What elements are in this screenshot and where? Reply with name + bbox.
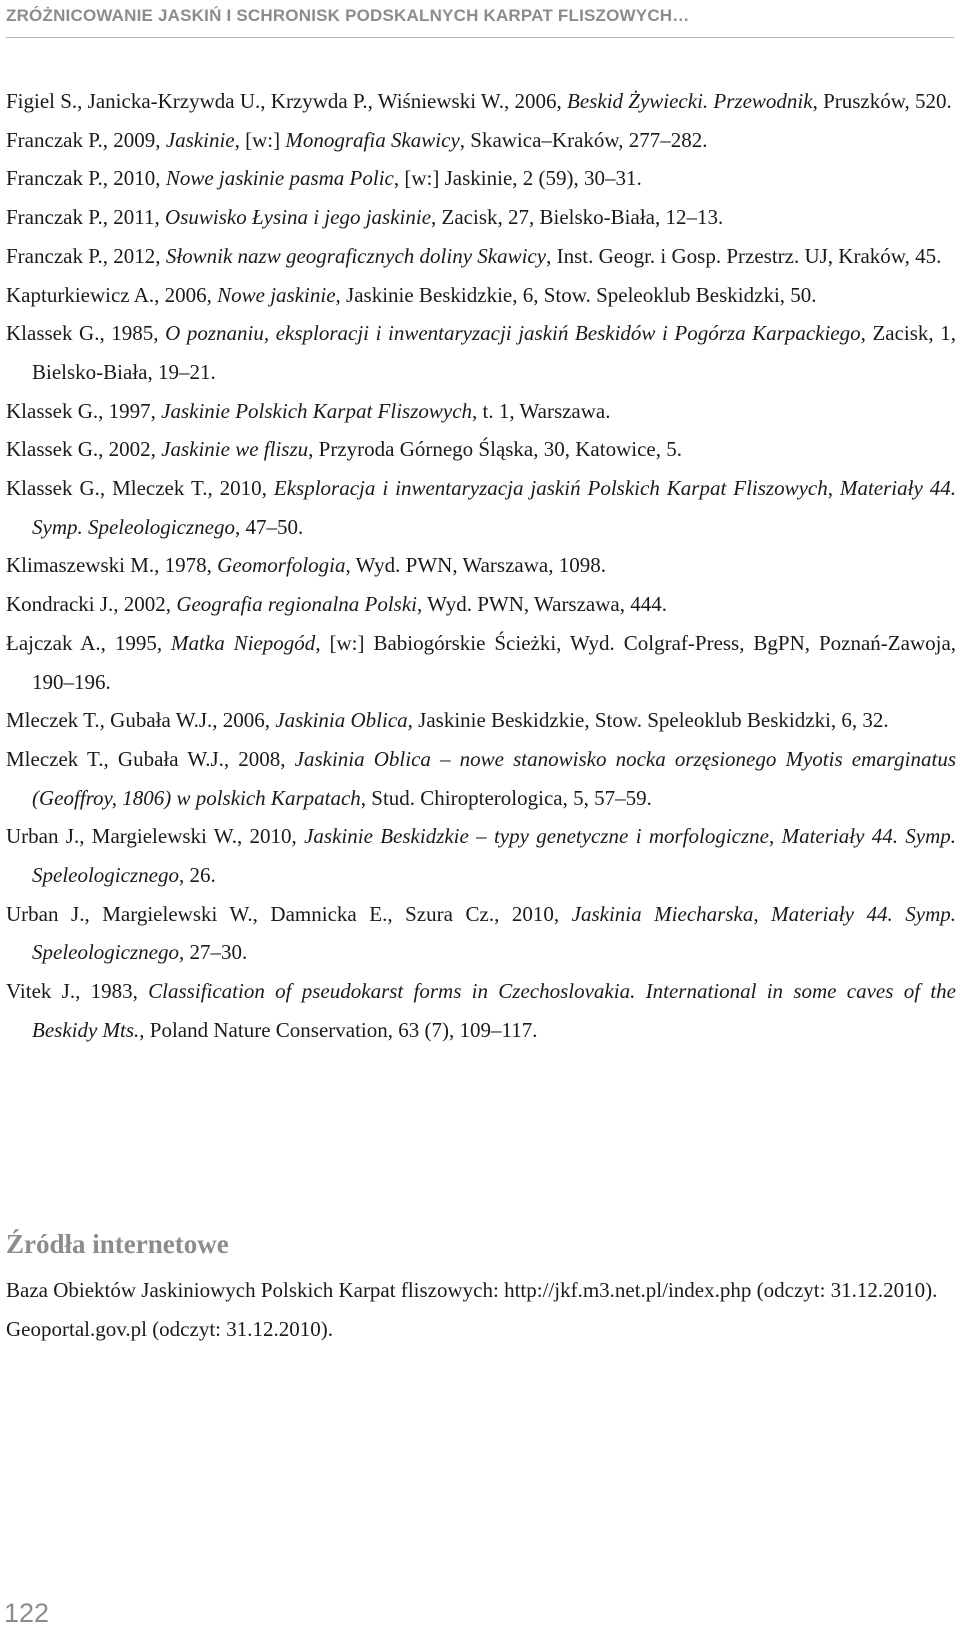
reference-text: Klassek G., Mleczek T., 2010, bbox=[6, 476, 274, 501]
bibliography-list bbox=[6, 82, 956, 1050]
reference-text: Klassek G., 1997, bbox=[6, 398, 162, 423]
reference-text: , Pruszków, 520. bbox=[812, 89, 952, 113]
reference-text: , Wyd. PWN, Warszawa, 1098. bbox=[345, 553, 606, 578]
reference-text: Klassek G., 2002, bbox=[6, 437, 162, 462]
reference-entry bbox=[6, 972, 956, 1049]
reference-text: , Stud. Chiropterologica, 5, 57–59. bbox=[360, 785, 652, 810]
reference-title: Geomorfologia bbox=[217, 553, 346, 578]
reference-title: Nowe jaskinie bbox=[217, 282, 336, 307]
reference-text: , Zacisk, 1, Bielsko-Biała, 19–21. bbox=[32, 321, 956, 384]
reference-text: Klimaszewski M., 1978, bbox=[6, 553, 218, 578]
reference-text: , Inst. Geogr. i Gosp. Przestrz. UJ, Kraków, 45. bbox=[546, 243, 942, 268]
reference-title: Jaskinie Polskich Karpat Fliszowych bbox=[161, 398, 473, 423]
reference-title: Jaskinie bbox=[165, 127, 235, 152]
reference-title: Materiały 44. Symp. Speleologicznego bbox=[32, 476, 957, 539]
reference-text: , 26. bbox=[178, 863, 216, 888]
reference-text: , Przyroda Górnego Śląska, 30, Katowice, 5. bbox=[308, 437, 682, 462]
reference-title: Jaskinia Oblica bbox=[275, 708, 408, 733]
reference-title: Jaskinia Oblica – nowe stanowisko nocka orzęsionego Myotis emarginatus (Geoffroy, 1806) w polskich Karpatach bbox=[32, 746, 956, 810]
reference-text: , [w:] bbox=[234, 127, 286, 152]
reference-entry bbox=[6, 624, 956, 701]
reference-text: Kapturkiewicz A., 2006, bbox=[6, 282, 218, 307]
reference-text: Figiel S., Janicka-Krzywda U., Krzywda P., Wiśniewski W., 2006, bbox=[6, 89, 568, 113]
reference-text: , bbox=[753, 901, 772, 926]
reference-text: , 27–30. bbox=[178, 940, 248, 965]
reference-text: , [w:] Babiogórskie Ścieżki, Wyd. Colgraf-Press, BgPN, Poznań-Zawoja, 190–196. bbox=[32, 630, 957, 694]
reference-entry bbox=[6, 585, 956, 624]
reference-title: Eksploracja i inwentaryzacja jaskiń Polskich Karpat Fliszowych bbox=[273, 476, 828, 501]
reference-text: , bbox=[769, 824, 782, 849]
reference-text: , Zacisk, 27, Bielsko-Biała, 12–13. bbox=[431, 205, 724, 230]
page-number: 122 bbox=[4, 1598, 50, 1628]
reference-title: Classification of pseudokarst forms in Czechoslovakia. International in some caves of the Beskidy Mts. bbox=[32, 979, 956, 1042]
reference-text: Urban J., Margielewski W., 2010, bbox=[6, 824, 305, 849]
reference-entry bbox=[6, 546, 956, 585]
reference-text: Klassek G., 1985, bbox=[6, 321, 166, 346]
reference-title: Materiały 44. Symp. Speleologicznego bbox=[32, 824, 957, 888]
reference-text: , Poland Nature Conservation, 63 (7), 109–117. bbox=[139, 1017, 538, 1042]
reference-text: Franczak P., 2011, bbox=[6, 205, 166, 230]
reference-title: Nowe jaskinie pasma Polic bbox=[165, 166, 394, 191]
reference-entry bbox=[6, 159, 956, 198]
reference-title: Osuwisko Łysina i jego jaskinie bbox=[165, 205, 432, 230]
web-sources-list bbox=[6, 1271, 956, 1348]
reference-entry bbox=[6, 817, 956, 894]
reference-entry bbox=[6, 392, 956, 431]
reference-title: Słownik nazw geograficznych doliny Skawicy bbox=[165, 243, 547, 268]
reference-entry bbox=[6, 314, 956, 391]
reference-title: Materiały 44. Symp. Speleologicznego bbox=[32, 901, 957, 965]
reference-entry bbox=[6, 740, 956, 817]
reference-text: Mleczek T., Gubała W.J., 2006, bbox=[6, 708, 276, 733]
reference-text: Urban J., Margielewski W., Damnicka E., Szura Cz., 2010, bbox=[6, 901, 572, 926]
reference-text: Łajczak A., 1995, bbox=[6, 630, 172, 655]
reference-text: Vitek J., 1983, bbox=[6, 979, 149, 1004]
reference-text: , Skawica–Kraków, 277–282. bbox=[459, 127, 708, 152]
reference-entry bbox=[6, 469, 956, 546]
reference-text: , Jaskinie Beskidzkie, Stow. Speleoklub Beskidzki, 6, 32. bbox=[407, 708, 889, 733]
reference-title: Matka Niepogód bbox=[171, 630, 316, 655]
reference-text: , bbox=[827, 476, 840, 501]
reference-text: Mleczek T., Gubała W.J., 2008, bbox=[6, 746, 295, 771]
reference-text: , [w:] Jaskinie, 2 (59), 30–31. bbox=[393, 166, 642, 191]
header-divider bbox=[6, 37, 954, 38]
reference-text: , t. 1, Warszawa. bbox=[472, 398, 611, 423]
section-title-web-sources: Źródła internetowe bbox=[6, 1229, 229, 1259]
reference-entry bbox=[6, 237, 956, 276]
web-source-entry: Geoportal.gov.pl (odczyt: 31.12.2010). bbox=[6, 1316, 333, 1341]
reference-text: , Jaskinie Beskidzkie, 6, Stow. Speleoklub Beskidzki, 50. bbox=[335, 282, 817, 307]
reference-text: Kondracki J., 2002, bbox=[6, 592, 177, 617]
reference-entry bbox=[6, 82, 956, 121]
reference-text: , 47–50. bbox=[234, 514, 304, 539]
reference-title: Beskid Żywiecki. Przewodnik bbox=[567, 89, 813, 113]
reference-text: Franczak P., 2012, bbox=[6, 243, 166, 268]
reference-title: Jaskinia Miecharska bbox=[571, 901, 754, 926]
reference-entry bbox=[6, 276, 956, 315]
reference-entry bbox=[6, 701, 956, 740]
reference-entry bbox=[6, 121, 956, 160]
reference-text: Franczak P., 2009, bbox=[6, 127, 166, 152]
reference-entry bbox=[6, 430, 956, 469]
reference-text: , Wyd. PWN, Warszawa, 444. bbox=[417, 592, 667, 617]
reference-title: O poznaniu, eksploracji i inwentaryzacji jaskiń Beskidów i Pogórza Karpackiego bbox=[165, 321, 861, 346]
reference-title: Monografia Skawicy bbox=[285, 127, 460, 152]
reference-entry bbox=[6, 198, 956, 237]
running-header: ZRÓŻNICOWANIE JASKIŃ I SCHRONISK PODSKALNYCH KARPAT FLISZOWYCH… bbox=[6, 6, 690, 25]
reference-title: Jaskinie Beskidzkie – typy genetyczne i morfologiczne bbox=[304, 824, 769, 849]
reference-title: Geografia regionalna Polski bbox=[176, 592, 418, 617]
reference-entry bbox=[6, 895, 956, 972]
web-source-entry: Baza Obiektów Jaskiniowych Polskich Karpat fliszowych: http://jkf.m3.net.pl/index.php (odczyt: 31.12.2010). bbox=[6, 1278, 938, 1302]
reference-title: Jaskinie we fliszu bbox=[161, 437, 309, 462]
reference-text: Franczak P., 2010, bbox=[6, 166, 166, 191]
